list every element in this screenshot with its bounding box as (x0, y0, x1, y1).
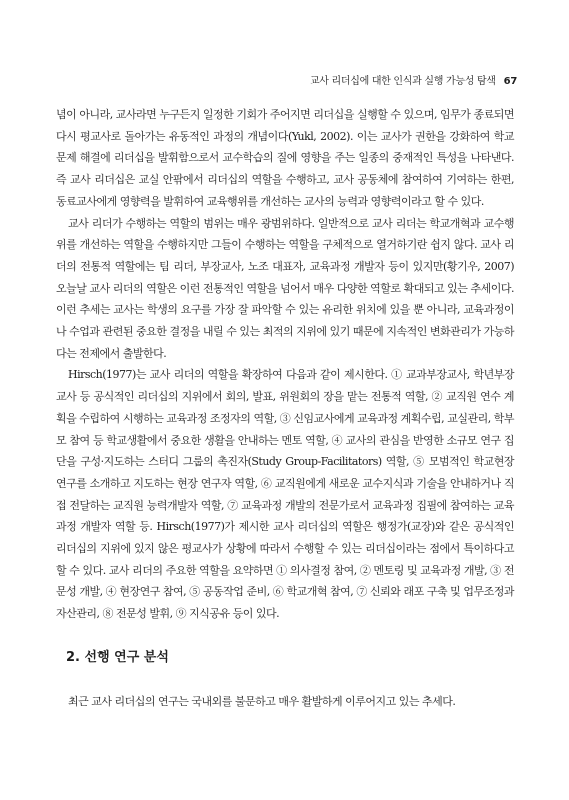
section-heading: 2. 선행 연구 분석 (66, 649, 169, 665)
paragraph: 최근 교사 리더십의 연구는 국내외를 불문하고 매우 활발하게 이루어지고 있는 추세다. (68, 694, 456, 708)
running-header (60, 72, 517, 87)
page-body (56, 104, 514, 712)
paragraph: 교사 리더가 수행하는 역할의 범위는 매우 광범위하다. 일반적으로 교사 리더는 학교개혁과 교수행위를 개선하는 역할을 수행하지만 그들이 수행하는 역할을 구체적으로 열거하기란 쉽지 않다. 교사 리더의 전통적 역할에는 팀 리더, 부장교사, 노조 대표자, 교육과정 개발자 등이 있지만(황기우, 2007) 오늘날 교사 리더의 역할은 이런 전통적인 역할을 넘어서 매우 다양한 역할로 확대되고 있는 추세이다. 이런 추세는 교사는 학생의 요구를 가장 잘 파악할 수 있는 유리한 위치에 있을 뿐 아니라, 교육과정이나 수업과 관련된 중요한 결정을 내릴 수 있는 최적의 지위에 있기 때문에 지속적인 변화관리가 가능하다는 전제에서 출발한다. (56, 216, 514, 360)
paragraph: Hirsch(1977)는 교사 리더의 역할을 확장하여 다음과 같이 제시한다. ① 교과부장교사, 학년부장교사 등 공식적인 리더십의 지위에서 회의, 발표, 위원회의 장을 맡는 전통적 역할, ② 교직원 연수 계획을 수립하여 시행하는 교육과정 조정자의 역할, ③ 신임교사에게 교육과정 계획수립, 교실관리, 학부모 참여 등 학교생활에서 중요한 생활을 안내하는 멘토 역할, ④ 교사의 관심을 반영한 소규모 연구 집단을 구성·지도하는 스터디 그룹의 촉진자(Study Group-Facilitators) 역할, ⑤ 모범적인 학교현장 연구를 소개하고 지도하는 현장 연구자 역할, ⑥ 교직원에게 새로운 교수지식과 기술을 안내하거나 직접 전달하는 교직원 능력개발자 역할, ⑦ 교육과정 개발의 전문가로서 교육과정 집필에 참여하는 교육과정 개발자 역할 등. Hirsch(1977)가 제시한 교사 리더십의 역할은 행정가(교장)와 같은 공식적인 리더십의 지위에 있지 않은 평교사가 상황에 따라서 수행할 수 있는 리더십이라는 점에서 특이하다고 할 수 있다. 교사 리더의 주요한 역할을 요약하면 ① 의사결정 참여, ② 멘토링 및 교육과정 개발, ③ 전문성 개발, ④ 현장연구 참여, ⑤ 공동작업 준비, ⑥ 학교개혁 참여, ⑦ 신뢰와 래포 구축 및 업무조정과 자산관리, ⑧ 전문성 발휘, ⑨ 지식공유 등이 있다. (56, 368, 514, 621)
paragraph-continued: 념이 아니라, 교사라면 누구든지 일정한 기회가 주어지면 리더십을 실행할 수 있으며, 임무가 종료되면 다시 평교사로 돌아가는 유동적인 과정의 개념이다(Yukl, 2002). 이는 교사가 권한을 강화하여 학교문제 해결에 리더십을 발휘함으로서 교수학습의 질에 영향을 주는 일종의 중재적인 특성을 나타낸다. 즉 교사 리더십은 교실 안팎에서 리더십의 역할을 수행하고, 교사 공동체에 참여하여 기여하는 한편, 동료교사에게 영향력을 발휘하여 교육행위를 개선하는 교사의 능력과 영향력이라고 할 수 있다. (56, 108, 514, 208)
page-number: 67 (503, 76, 517, 87)
running-title: 교사 리더십에 대한 인식과 실행 가능성 탐색 (309, 76, 496, 87)
